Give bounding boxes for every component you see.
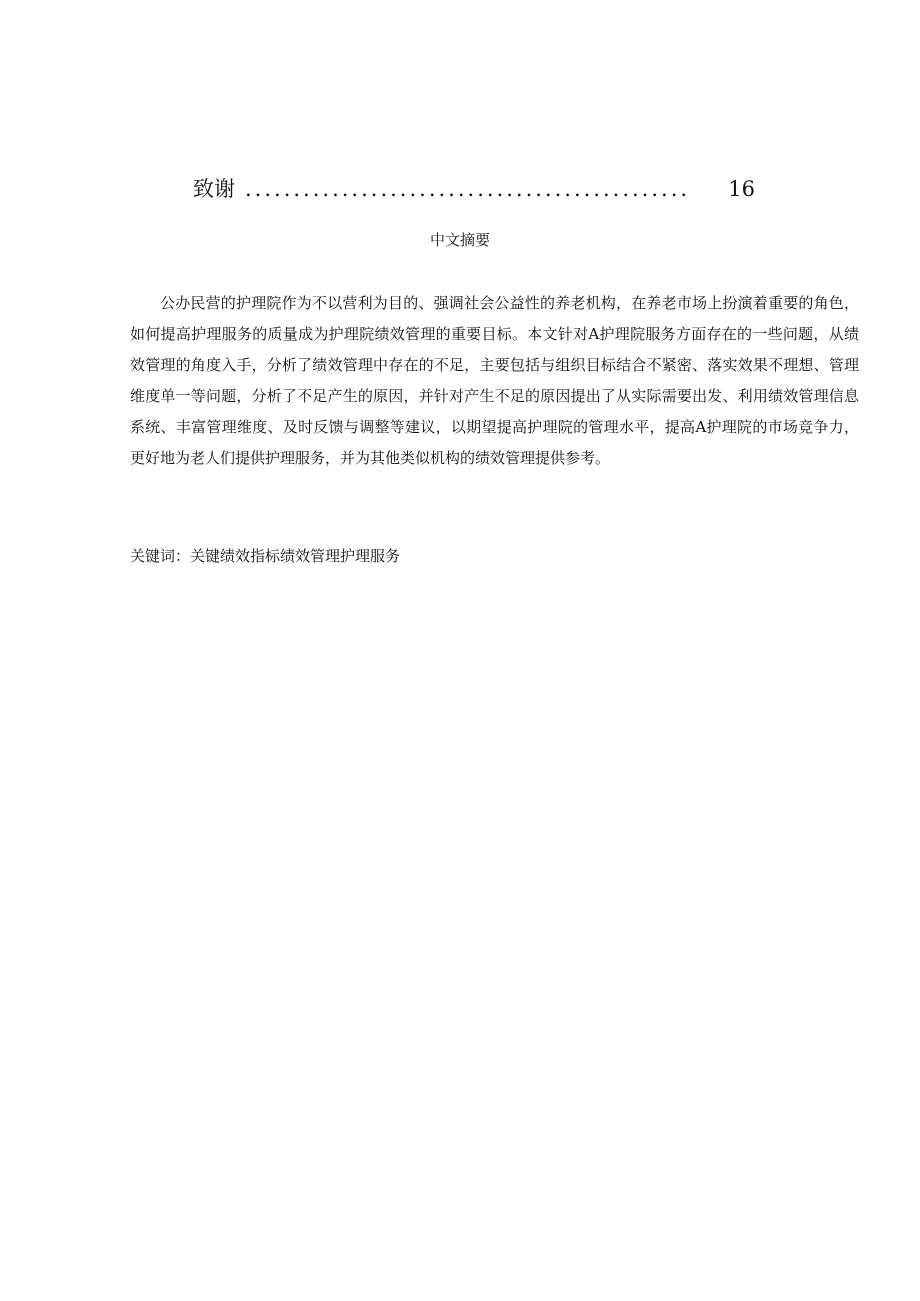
keywords-line bbox=[130, 545, 859, 567]
abstract-title: 中文摘要 bbox=[429, 231, 490, 249]
keywords-value: 关键绩效指标绩效管理护理服务 bbox=[190, 547, 401, 565]
abstract-body: 公办民营的护理院作为不以营利为目的、强调社会公益性的养老机构，在养老市场上扮演着重要的角色，如何提高护理服务的质量成为护理院绩效管理的重要目标。本文针对A护理院服务方面存在的一些问题，从绩效管理的角度入手，分析了绩效管理中存在的不足，主要包括与组织目标结合不紧密、落实效果不理想、管理维度单一等问题，分析了不足产生的原因，并针对产生不足的原因提出了从实际需要出发、利用绩效管理信息系统、丰富管理维度、及时反馈与调整等建议，以期望提高护理院的管理水平，提高A护理院的市场竞争力，更好地为老人们提供护理服务，并为其他类似机构的绩效管理提供参考。 bbox=[130, 294, 859, 467]
toc-page-number: 16 bbox=[728, 177, 755, 201]
toc-entry-label: 致谢 bbox=[193, 177, 235, 201]
toc-entry-acknowledgements bbox=[193, 174, 755, 204]
toc-leader-dots: .............................................. bbox=[245, 177, 691, 201]
keywords-label: 关键词： bbox=[130, 547, 191, 565]
